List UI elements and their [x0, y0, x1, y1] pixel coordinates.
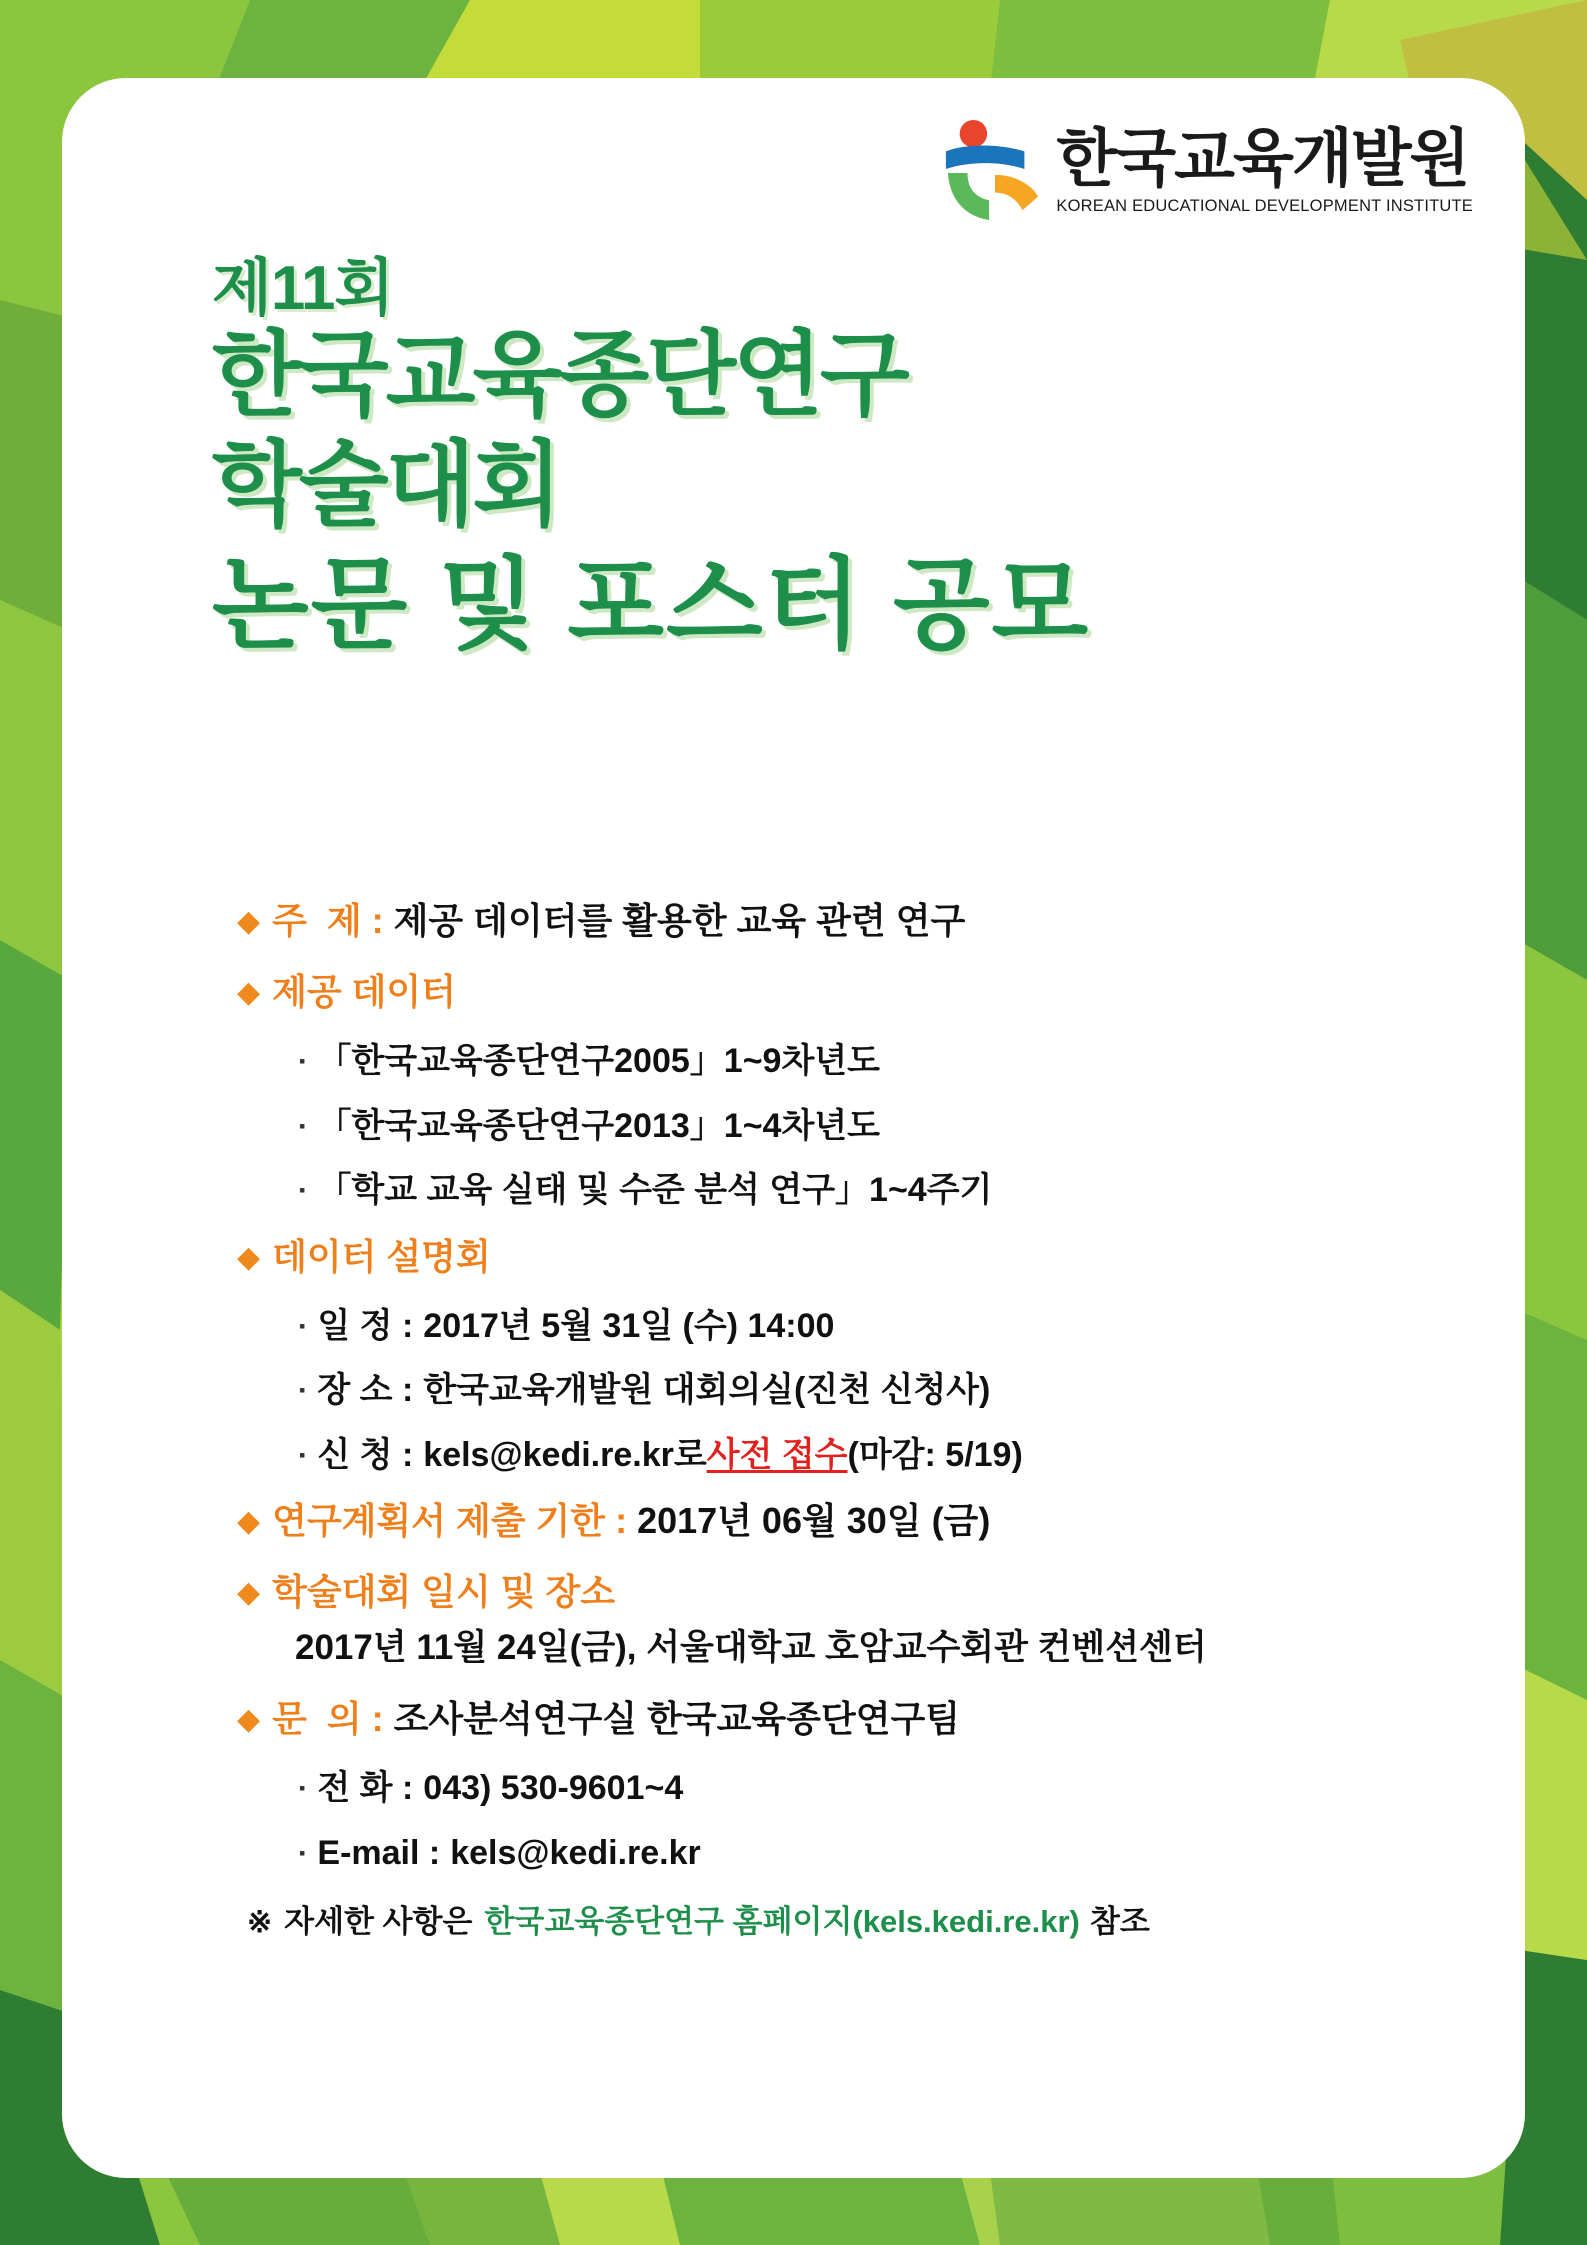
section-conference [237, 1569, 1537, 1614]
title-edition: 제11회 [212, 254, 394, 323]
title-line-1: 한국교육종단연구 [212, 323, 907, 428]
briefing-apply-label: 신 청 : [317, 1435, 414, 1474]
briefing-apply-deadline: (마감: 5/19) [847, 1435, 1023, 1474]
list-item [299, 1040, 1537, 1083]
conference-label: 학술대회 일시 및 장소 [272, 1571, 616, 1612]
list-item [299, 1105, 1537, 1148]
section-data-provided [237, 969, 1537, 1014]
diamond-bullet-icon: ◆ [237, 905, 261, 938]
note-suffix: 참조 [1089, 1904, 1150, 1939]
poster-title [212, 256, 1472, 665]
title-line-3: 논문 및 포스터 공모 [212, 548, 1091, 661]
logo-korean-name: 한국교육개발원 [1056, 124, 1469, 194]
topic-value: 제공 데이터를 활용한 교육 관련 연구 [393, 900, 966, 941]
proposal-deadline-label: 연구계획서 제출 기한 : [272, 1500, 628, 1541]
section-proposal-deadline [237, 1498, 1537, 1543]
title-line-2: 학술대회 [212, 432, 560, 537]
poster-body [237, 898, 1537, 1941]
list-item [299, 1767, 1537, 1810]
topic-label: 주 제 : [272, 900, 384, 941]
briefing-place-label: 장 소 : [317, 1371, 414, 1409]
square-bullet-icon: ▪ [299, 1180, 306, 1200]
contact-value: 조사분석연구실 한국교육종단연구팀 [393, 1698, 961, 1739]
data-provided-item-3: 「학교 교육 실태 및 수준 분석 연구」1~4주기 [317, 1171, 993, 1209]
list-item [299, 1369, 1537, 1412]
footer-note [247, 1896, 1537, 1941]
list-item [299, 1305, 1537, 1348]
note-prefix: 자세한 사항은 [284, 1904, 473, 1939]
square-bullet-icon: ▪ [299, 1315, 306, 1336]
contact-phone-value: 043) 530-9601~4 [423, 1769, 684, 1807]
briefing-date-label: 일 정 : [317, 1306, 414, 1345]
list-item [299, 1169, 1537, 1212]
list-item [299, 1832, 1537, 1875]
diamond-bullet-icon: ◆ [237, 1505, 261, 1538]
briefing-label: 데이터 설명회 [272, 1235, 491, 1277]
briefing-date-value: 2017년 5월 31일 (수) 14:00 [423, 1306, 835, 1345]
diamond-bullet-icon: ◆ [237, 1703, 261, 1736]
data-provided-item-1: 「한국교육종단연구2005」1~9차년도 [317, 1042, 880, 1080]
list-item [299, 1434, 1537, 1477]
section-briefing [237, 1234, 1537, 1279]
section-contact [237, 1696, 1537, 1741]
square-bullet-icon: ▪ [299, 1380, 306, 1400]
briefing-apply-highlight: 사전 접수 [706, 1435, 848, 1474]
data-provided-label: 제공 데이터 [272, 971, 456, 1012]
contact-phone-label: 전 화 : [317, 1769, 414, 1807]
data-provided-item-2: 「한국교육종단연구2013」1~4차년도 [317, 1106, 880, 1145]
proposal-deadline-value: 2017년 06월 30일 (금) [637, 1500, 991, 1541]
diamond-bullet-icon: ◆ [237, 1240, 261, 1274]
kedi-logo-icon [940, 118, 1048, 222]
contact-email-label: E-mail : [317, 1833, 441, 1872]
square-bullet-icon: ▪ [299, 1115, 306, 1136]
note-website-link[interactable]: 한국교육종단연구 홈페이지(kels.kedi.re.kr) [484, 1904, 1080, 1939]
square-bullet-icon: ▪ [299, 1444, 306, 1465]
content-card [62, 78, 1525, 2178]
briefing-place-value: 한국교육개발원 대회의실(진천 신청사) [423, 1371, 991, 1409]
square-bullet-icon: ▪ [299, 1778, 306, 1798]
reference-mark-icon: ※ [247, 1906, 273, 1939]
section-topic [237, 898, 1537, 943]
contact-label: 문 의 : [272, 1698, 384, 1739]
briefing-apply-value: kels@kedi.re.kr로 [423, 1435, 707, 1474]
conference-value: 2017년 11월 24일(금), 서울대학교 호암교수회관 컨벤션센터 [295, 1628, 1207, 1667]
square-bullet-icon: ▪ [299, 1842, 306, 1863]
contact-email-value[interactable]: kels@kedi.re.kr [450, 1833, 701, 1872]
diamond-bullet-icon: ◆ [237, 1576, 261, 1609]
logo-english-name: KOREAN EDUCATIONAL DEVELOPMENT INSTITUTE [1056, 197, 1473, 215]
diamond-bullet-icon: ◆ [237, 976, 261, 1009]
square-bullet-icon: ▪ [299, 1051, 306, 1071]
kedi-logo [940, 118, 1473, 222]
